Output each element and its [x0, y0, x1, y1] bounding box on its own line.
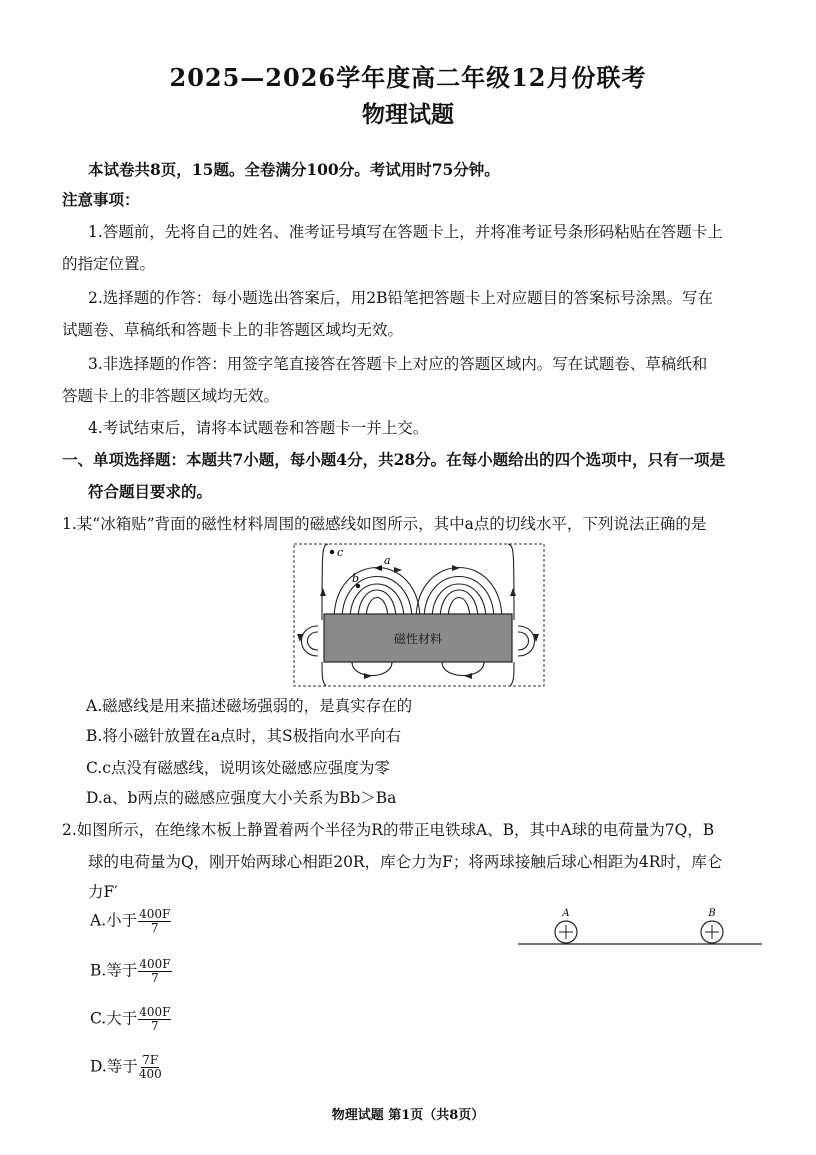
- q1-option-b: B.将小磁针放置在a点时，其S极指向水平向右: [86, 727, 402, 745]
- note-line: 答题卡上的非答题区域均无效。: [62, 387, 280, 405]
- note-line: 试题卷、草稿纸和答题卡上的非答题区域均无效。: [62, 321, 404, 339]
- ball-b-label: B: [708, 908, 716, 919]
- question-2-stem-cont: 力F′: [88, 883, 118, 901]
- q2-option-c: C.大于 $\frac{400F}{7}$: [90, 1005, 171, 1033]
- intro-text: 本试卷共8页，15题。全卷满分100分。考试用时75分钟。: [88, 160, 500, 179]
- question-2-stem-cont: 球的电荷量为Q，刚开始两球心相距20R，库仑力为F；将两球接触后球心相距为4R时，库仑: [88, 853, 723, 871]
- section-heading: 一、单项选择题：本题共7小题，每小题4分，共28分。在每小题给出的四个选项中，只有一项是: [62, 450, 726, 469]
- note-line: 1.答题前，先将自己的姓名、准考证号填写在答题卡上，并将准考证号条形码粘贴在答题卡上: [88, 223, 723, 241]
- note-line: 4.考试结束后，请将本试题卷和答题卡一并上交。: [88, 419, 429, 437]
- page-footer: 物理试题 第1页（共8页）: [331, 1108, 485, 1123]
- page-subtitle: 物理试题: [362, 101, 454, 128]
- point-c-label: c: [337, 546, 344, 559]
- point-a-dot: [378, 566, 382, 570]
- ball-a-label: A: [562, 908, 570, 919]
- note-line: 2.选择题的作答：每小题选出答案后，用2B铅笔把答题卡上对应题目的答案标号涂黑。写在: [88, 289, 714, 307]
- q1-option-c: C.c点没有磁感线，说明该处磁感应强度为零: [86, 759, 390, 777]
- question-2-stem: 2.如图所示，在绝缘木板上静置着两个半径为R的带正电铁球A、B，其中A球的电荷量为7Q，B: [62, 821, 715, 839]
- point-b-label: b: [352, 572, 360, 585]
- point-a-label: a: [384, 554, 391, 567]
- q1-option-d: D.a、b两点的磁感应强度大小关系为Bb＞Ba: [86, 789, 397, 807]
- charged-balls-figure: [516, 904, 766, 950]
- magnet-field-figure: [292, 542, 548, 690]
- section-heading-cont: 符合题目要求的。: [88, 482, 213, 501]
- q2-option-b: B.等于 $\frac{400F}{7}$: [90, 957, 171, 985]
- page-title: 2025—2026学年度高二年级12月份联考: [169, 63, 647, 92]
- q2-option-d: D.等于 $\frac{7F}{400}$: [90, 1053, 162, 1081]
- q2-option-a: A.小于 $\frac{400F}{7}$: [90, 907, 171, 935]
- point-c-dot: [330, 550, 334, 554]
- notes-heading: 注意事项：: [62, 190, 140, 209]
- note-line: 的指定位置。: [62, 255, 156, 273]
- q1-option-a: A.磁感线是用来描述磁场强弱的，是真实存在的: [86, 697, 413, 715]
- note-line: 3.非选择题的作答：用签字笔直接答在答题卡上对应的答题区域内。写在试题卷、草稿纸和: [88, 355, 708, 373]
- magnet-label: 磁性材料: [393, 632, 443, 646]
- question-1-stem: 1.某“冰箱贴”背面的磁性材料周围的磁感线如图所示，其中a点的切线水平，下列说法正确的是: [62, 515, 707, 533]
